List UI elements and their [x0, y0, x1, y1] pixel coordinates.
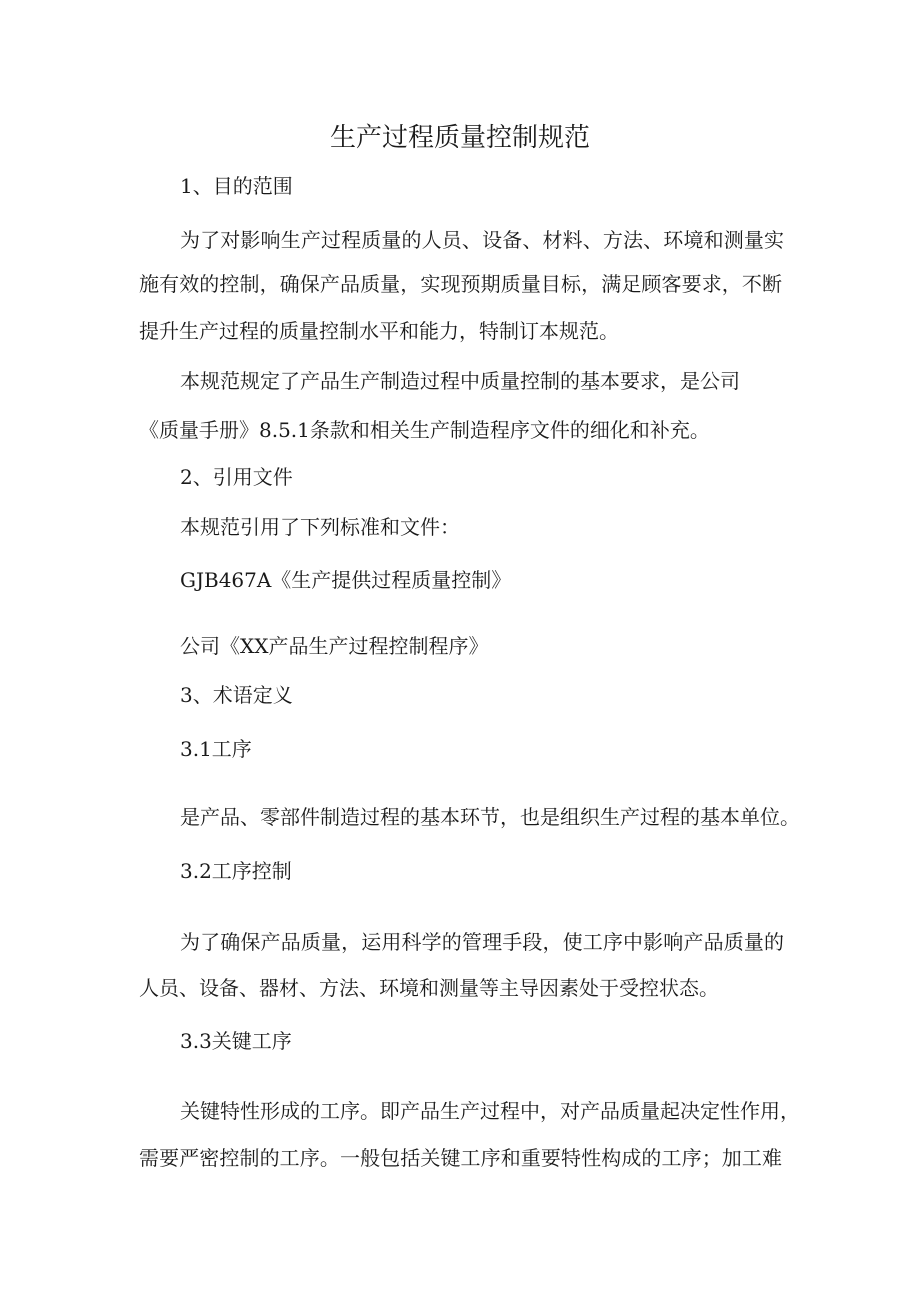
section-heading-purpose: 1、目的范围	[180, 174, 293, 198]
paragraph-line: 为了确保产品质量，运用科学的管理手段，使工序中影响产品质量的	[180, 930, 784, 954]
paragraph-line: 需要严密控制的工序。一般包括关键工序和重要特性构成的工序；加工难	[139, 1146, 782, 1170]
section-heading-references: 2、引用文件	[180, 465, 293, 489]
paragraph-line: 本规范规定了产品生产制造过程中质量控制的基本要求，是公司	[180, 369, 740, 393]
paragraph-line: 提升生产过程的质量控制水平和能力，特制订本规范。	[139, 319, 619, 343]
section-heading-definitions: 3、术语定义	[180, 683, 293, 707]
subsection-heading: 3.2工序控制	[180, 859, 292, 883]
paragraph-line: 《质量手册》8.5.1条款和相关生产制造程序文件的细化和补充。	[139, 418, 710, 442]
document-title: 生产过程质量控制规范	[329, 123, 590, 153]
paragraph-line: 本规范引用了下列标准和文件：	[180, 515, 460, 539]
paragraph-line: 人员、设备、器材、方法、环境和测量等主导因素处于受控状态。	[139, 976, 719, 1000]
paragraph-line: 关键特性形成的工序。即产品生产过程中，对产品质量起决定性作用，	[180, 1099, 800, 1123]
subsection-heading: 3.1工序	[180, 737, 252, 761]
paragraph-line: 为了对影响生产过程质量的人员、设备、材料、方法、环境和测量实	[180, 228, 784, 252]
paragraph-line: 是产品、零部件制造过程的基本环节，也是组织生产过程的基本单位。	[180, 805, 800, 829]
paragraph-line: 施有效的控制，确保产品质量，实现预期质量目标，满足顾客要求，不断	[139, 272, 782, 296]
reference-item: 公司《XX产品生产过程控制程序》	[180, 634, 489, 658]
subsection-heading: 3.3关键工序	[180, 1029, 292, 1053]
reference-item: GJB467A《生产提供过程质量控制》	[180, 568, 512, 592]
